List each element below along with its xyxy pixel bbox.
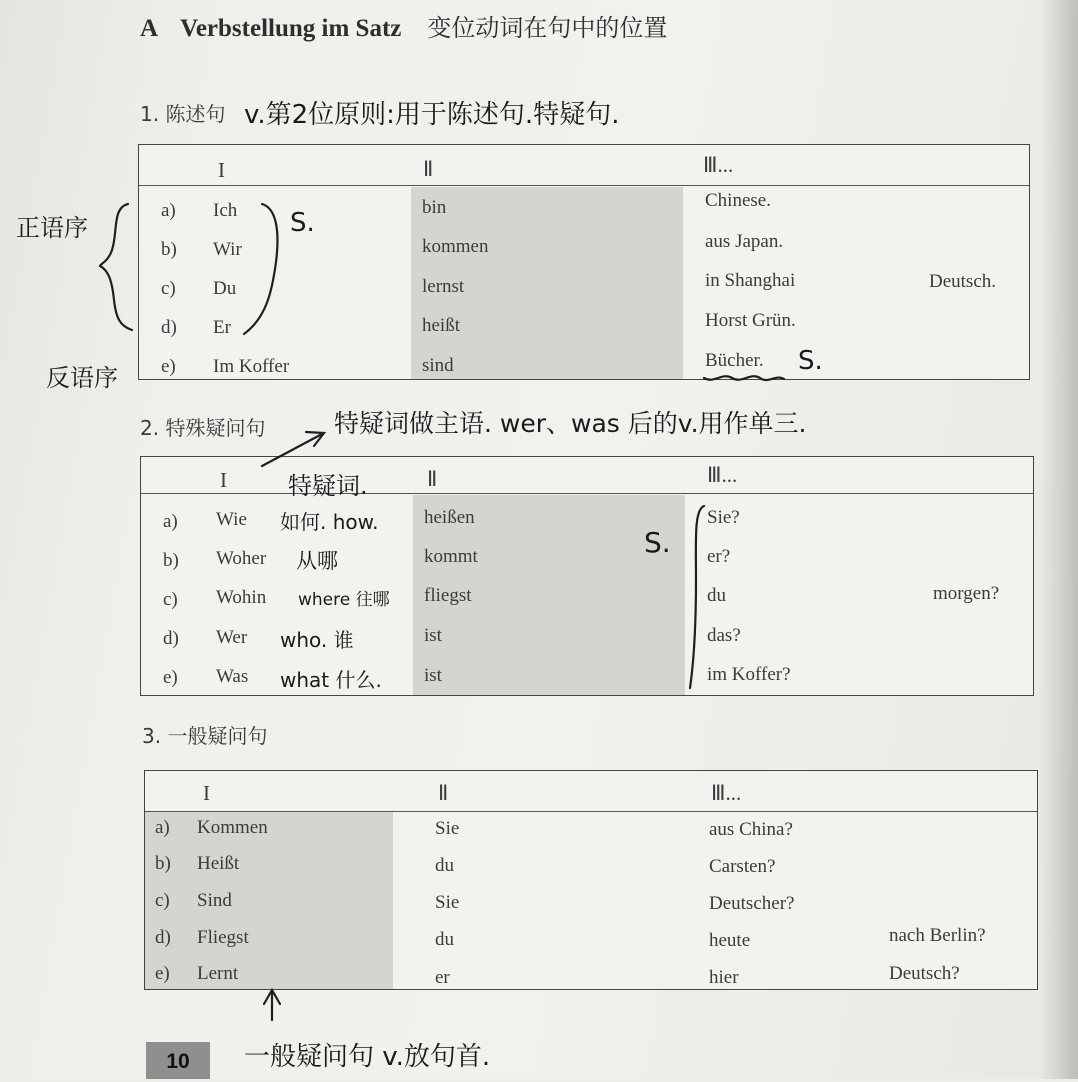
cell-iii: Sie? — [707, 507, 740, 528]
handwritten-normal-order: 正语序 — [16, 214, 88, 242]
cell-ii: fliegst — [424, 585, 472, 606]
cell-iii: Carsten? — [709, 856, 776, 877]
cell-i: Im Koffer — [213, 356, 290, 377]
handwritten-gloss: who. 谁 — [280, 628, 354, 652]
cell-i: Lernt — [197, 963, 239, 984]
row-letter: c) — [163, 589, 178, 610]
table-wh-questions — [140, 456, 1034, 696]
header-ii: Ⅱ — [427, 467, 438, 491]
cell-ii: bin — [422, 197, 447, 218]
page-edge-shadow — [1040, 0, 1078, 1079]
handwritten-gloss: 如何. how. — [280, 510, 379, 534]
row-letter: b) — [155, 853, 171, 874]
header-divider — [141, 493, 1033, 494]
cell-iii: er? — [707, 546, 731, 567]
cell-i: Ich — [213, 200, 238, 221]
row-letter: e) — [155, 963, 170, 984]
handwritten-gloss: where 往哪 — [298, 590, 390, 610]
cell-ii: sind — [422, 355, 454, 376]
row-letter: a) — [155, 817, 170, 838]
cell-iii: Deutscher? — [709, 893, 795, 914]
cell-ii: du — [435, 929, 454, 950]
row-letter: a) — [161, 200, 176, 221]
row-letter: e) — [163, 667, 178, 688]
cell-iii: aus China? — [709, 819, 793, 840]
row-letter: d) — [155, 927, 171, 948]
handwritten-question-word: 特疑词. — [288, 472, 368, 500]
row-letter: b) — [161, 239, 177, 260]
cell-iii: das? — [707, 625, 741, 646]
cell-i: Kommen — [197, 817, 268, 838]
handwritten-note-2: 特疑词做主语. wer、was 后的v.用作单三. — [334, 409, 807, 438]
handwritten-inverted-order: 反语序 — [46, 364, 118, 392]
cell-iii: Bücher. — [705, 350, 764, 371]
cell-i: Wer — [216, 627, 248, 648]
header-divider — [145, 811, 1037, 812]
row-letter: d) — [161, 317, 177, 338]
cell-i: Wir — [213, 239, 242, 260]
section-heading — [140, 8, 667, 43]
table-statements — [138, 144, 1030, 380]
cell-ii: heißen — [424, 507, 475, 528]
cell-ii: ist — [424, 665, 442, 686]
cell-i: Du — [213, 278, 237, 299]
cell-iii: du — [707, 585, 726, 606]
cell-iv: morgen? — [933, 583, 1000, 604]
cell-i: Woher — [216, 548, 267, 569]
handwritten-subject-mark: S. — [290, 208, 315, 238]
cell-ii: kommen — [422, 236, 489, 257]
table-yes-no-questions — [144, 770, 1038, 990]
section-3-label: 3. 一般疑问句 — [142, 724, 268, 748]
cell-ii: lernst — [422, 276, 465, 297]
cell-iii: in Shanghai — [705, 270, 796, 291]
handwritten-bottom-note: 一般疑问句 v.放句首. — [244, 1042, 491, 1072]
cell-i: Er — [213, 317, 231, 338]
cell-iii: heute — [709, 930, 751, 951]
cell-i: Heißt — [197, 853, 240, 874]
cell-i: Fliegst — [197, 927, 249, 948]
handwritten-gloss: what 什么. — [280, 668, 382, 692]
cell-iv: Deutsch. — [929, 271, 997, 292]
cell-i: Sind — [197, 890, 232, 911]
row-letter: b) — [163, 550, 179, 571]
header-divider — [139, 185, 1029, 186]
heading-title-cn: 变位动词在句中的位置 — [427, 14, 668, 42]
cell-iii: aus Japan. — [705, 231, 784, 252]
cell-iv: nach Berlin? — [889, 925, 986, 946]
cell-ii: du — [435, 855, 454, 876]
handwritten-note-1: v.第2位原则:用于陈述句.特疑句. — [244, 100, 620, 130]
row-letter: e) — [161, 356, 176, 377]
cell-i: Wohin — [216, 587, 267, 608]
cell-ii: Sie — [435, 818, 460, 839]
cell-i: Was — [216, 666, 249, 687]
cell-iii: im Koffer? — [707, 664, 791, 685]
row-letter: a) — [163, 511, 178, 532]
cell-iii: Horst Grün. — [705, 310, 796, 331]
cell-ii: kommt — [424, 546, 478, 567]
header-i: I — [218, 158, 225, 182]
heading-title: Verbstellung im Satz — [180, 15, 402, 42]
header-i: I — [220, 468, 227, 492]
cell-ii: heißt — [422, 315, 460, 336]
row-letter: c) — [155, 890, 170, 911]
header-ii: Ⅱ — [423, 157, 434, 181]
cell-ii: Sie — [435, 892, 460, 913]
cell-iii: hier — [709, 967, 739, 988]
section-1-label: 1. 陈述句 — [140, 102, 226, 126]
header-i: I — [203, 781, 210, 805]
column-i-shading — [145, 812, 393, 989]
heading-letter: A — [140, 15, 159, 42]
cell-ii: ist — [424, 625, 442, 646]
page-number: 10 — [146, 1042, 210, 1079]
row-letter: d) — [163, 628, 179, 649]
header-iii: Ⅲ... — [707, 463, 738, 487]
cell-i: Wie — [216, 509, 247, 530]
header-iii: Ⅲ... — [703, 153, 734, 177]
cell-iii: Chinese. — [705, 190, 771, 211]
header-ii: Ⅱ — [438, 781, 449, 805]
handwritten-gloss: 从哪 — [296, 549, 338, 573]
cell-iv: Deutsch? — [889, 963, 960, 984]
row-letter: c) — [161, 278, 176, 299]
cell-ii: er — [435, 967, 450, 988]
handwritten-subject-mark: S. — [644, 526, 671, 559]
section-2-label: 2. 特殊疑问句 — [140, 416, 266, 440]
header-iii: Ⅲ... — [711, 781, 742, 805]
handwritten-subject-mark-2: S. — [798, 346, 823, 376]
